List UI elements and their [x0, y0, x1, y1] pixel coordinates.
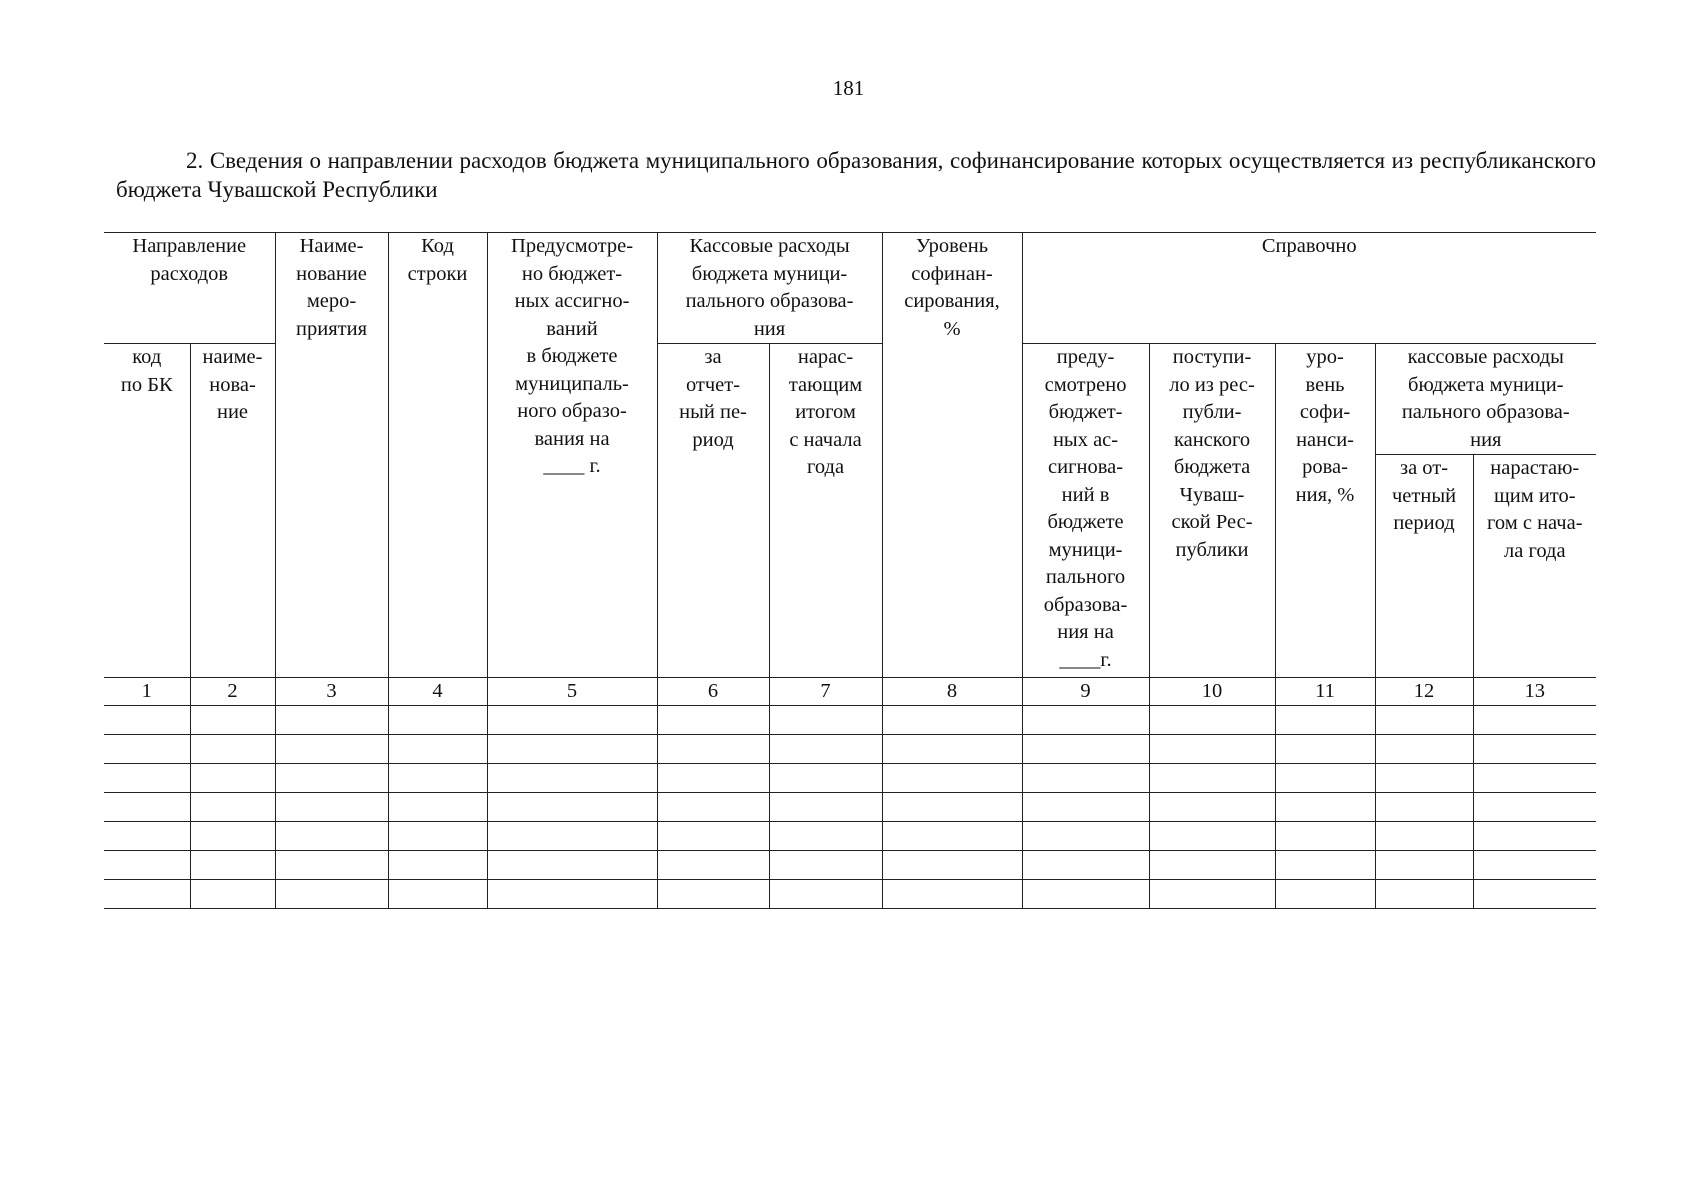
- table-cell: [1375, 851, 1473, 880]
- column-number: 2: [190, 678, 275, 706]
- column-number-row: [104, 678, 1596, 706]
- table-cell: [882, 735, 1022, 764]
- table-cell: [275, 851, 388, 880]
- table-cell: [882, 880, 1022, 909]
- table-cell: [1275, 764, 1375, 793]
- header-ref-planned-allocations: преду- смотрено бюджет- ных ас- сигнова- ний в бюджете муници- пального образова- ния на ____г.: [1022, 344, 1149, 678]
- page-number: 181: [832, 76, 865, 100]
- column-number: 7: [769, 678, 882, 706]
- table-cell: [769, 706, 882, 735]
- table-cell: [1275, 880, 1375, 909]
- table-cell: [388, 793, 487, 822]
- table-cell: [882, 764, 1022, 793]
- table-cell: [657, 880, 769, 909]
- header-cofinancing-level: Уровень софинан- сирования, %: [882, 233, 1022, 678]
- table-cell: [190, 764, 275, 793]
- table-row: [104, 706, 1596, 735]
- table-cell: [657, 764, 769, 793]
- table-cell: [769, 764, 882, 793]
- header-ref-cash-expenses: кассовые расходы бюджета муници- пального образова- ния: [1375, 344, 1596, 455]
- table-cell: [657, 822, 769, 851]
- table-cell: [1473, 735, 1596, 764]
- header-reference: Справочно: [1022, 233, 1596, 344]
- table-cell: [1149, 851, 1275, 880]
- table-cell: [657, 851, 769, 880]
- table-cell: [190, 822, 275, 851]
- header-line-code: Код строки: [388, 233, 487, 678]
- table-cell: [1022, 706, 1149, 735]
- table-cell: [1375, 764, 1473, 793]
- table-cell: [1473, 706, 1596, 735]
- column-number: 10: [1149, 678, 1275, 706]
- table-cell: [487, 880, 657, 909]
- table-cell: [104, 735, 190, 764]
- table-cell: [1022, 851, 1149, 880]
- table-cell: [1149, 880, 1275, 909]
- header-planned-allocations: Предусмотре- но бюджет- ных ассигно- ваний в бюджете муниципаль- ного образо- вания на ____ г.: [487, 233, 657, 678]
- column-number: 13: [1473, 678, 1596, 706]
- table-cell: [1149, 822, 1275, 851]
- table-cell: [190, 735, 275, 764]
- header-direction-name: наиме- нова- ние: [190, 344, 275, 678]
- table-cell: [388, 735, 487, 764]
- table-cell: [190, 706, 275, 735]
- table-cell: [769, 793, 882, 822]
- table-cell: [104, 822, 190, 851]
- table-cell: [275, 793, 388, 822]
- table-cell: [487, 735, 657, 764]
- table-cell: [1149, 706, 1275, 735]
- table-row: [104, 880, 1596, 909]
- table-cell: [104, 793, 190, 822]
- header-direction-code: код по БК: [104, 344, 190, 678]
- table-cell: [388, 764, 487, 793]
- column-number: 3: [275, 678, 388, 706]
- table-cell: [657, 706, 769, 735]
- table-cell: [1149, 735, 1275, 764]
- table-cell: [1275, 822, 1375, 851]
- table-cell: [1022, 735, 1149, 764]
- table-cell: [1275, 851, 1375, 880]
- table-cell: [769, 851, 882, 880]
- table-cell: [275, 735, 388, 764]
- table-cell: [1022, 822, 1149, 851]
- table-cell: [882, 851, 1022, 880]
- table-cell: [657, 735, 769, 764]
- table-cell: [1473, 880, 1596, 909]
- table-cell: [104, 706, 190, 735]
- table-cell: [190, 793, 275, 822]
- table-cell: [275, 764, 388, 793]
- header-cash-reporting-period: за отчет- ный пе- риод: [657, 344, 769, 678]
- column-number: 8: [882, 678, 1022, 706]
- column-number: 1: [104, 678, 190, 706]
- expenses-table: [104, 232, 1596, 909]
- header-ref-cash-cumulative: нарастаю- щим ито- гом с нача- ла года: [1473, 455, 1596, 678]
- table-cell: [190, 851, 275, 880]
- table-cell: [882, 793, 1022, 822]
- header-ref-cash-reporting-period: за от- четный период: [1375, 455, 1473, 678]
- table-body: [104, 678, 1596, 909]
- column-number: 11: [1275, 678, 1375, 706]
- table-row: [104, 793, 1596, 822]
- table-cell: [1473, 822, 1596, 851]
- table-cell: [657, 793, 769, 822]
- column-number: 5: [487, 678, 657, 706]
- table-cell: [275, 822, 388, 851]
- header-ref-received: поступи- ло из рес- публи- канского бюджета Чуваш- ской Рес- публики: [1149, 344, 1275, 678]
- table-cell: [487, 706, 657, 735]
- table-cell: [1473, 793, 1596, 822]
- header-direction: Направление расходов: [104, 233, 275, 344]
- table-cell: [190, 880, 275, 909]
- column-number: 4: [388, 678, 487, 706]
- table-cell: [1473, 764, 1596, 793]
- table-cell: [487, 822, 657, 851]
- table-cell: [388, 851, 487, 880]
- table-cell: [1022, 793, 1149, 822]
- table-row: [104, 735, 1596, 764]
- table-cell: [104, 851, 190, 880]
- table-cell: [104, 764, 190, 793]
- column-number: 6: [657, 678, 769, 706]
- table-cell: [1375, 706, 1473, 735]
- table-cell: [388, 706, 487, 735]
- table-cell: [1022, 764, 1149, 793]
- header-cash-cumulative: нарас- тающим итогом с начала года: [769, 344, 882, 678]
- table-cell: [487, 764, 657, 793]
- header-event-name: Наиме- нование меро- приятия: [275, 233, 388, 678]
- table-cell: [1275, 735, 1375, 764]
- table-cell: [769, 735, 882, 764]
- header-ref-cofinancing-level: уро- вень софи- нанси- рова- ния, %: [1275, 344, 1375, 678]
- table-cell: [882, 706, 1022, 735]
- table-row: [104, 764, 1596, 793]
- table-cell: [769, 822, 882, 851]
- table-cell: [487, 793, 657, 822]
- table-cell: [487, 851, 657, 880]
- table-cell: [388, 822, 487, 851]
- table-cell: [1149, 793, 1275, 822]
- table-cell: [882, 822, 1022, 851]
- table-cell: [1275, 706, 1375, 735]
- table-row: [104, 851, 1596, 880]
- header-cash-expenses: Кассовые расходы бюджета муници- пального образова- ния: [657, 233, 882, 344]
- table-cell: [1275, 793, 1375, 822]
- table-cell: [769, 880, 882, 909]
- table-row: [104, 822, 1596, 851]
- column-number: 12: [1375, 678, 1473, 706]
- table-cell: [275, 706, 388, 735]
- table-cell: [1375, 880, 1473, 909]
- table-cell: [1149, 764, 1275, 793]
- column-number: 9: [1022, 678, 1149, 706]
- table-cell: [388, 880, 487, 909]
- table-cell: [275, 880, 388, 909]
- table-cell: [1375, 822, 1473, 851]
- table-cell: [1375, 793, 1473, 822]
- table-cell: [104, 880, 190, 909]
- table-cell: [1375, 735, 1473, 764]
- table-cell: [1022, 880, 1149, 909]
- section-heading: 2. Сведения о направлении расходов бюджета муниципального образования, софинансирование которых осуществляется из республиканского бюджета Чувашской Республики: [116, 148, 1596, 202]
- table-cell: [1473, 851, 1596, 880]
